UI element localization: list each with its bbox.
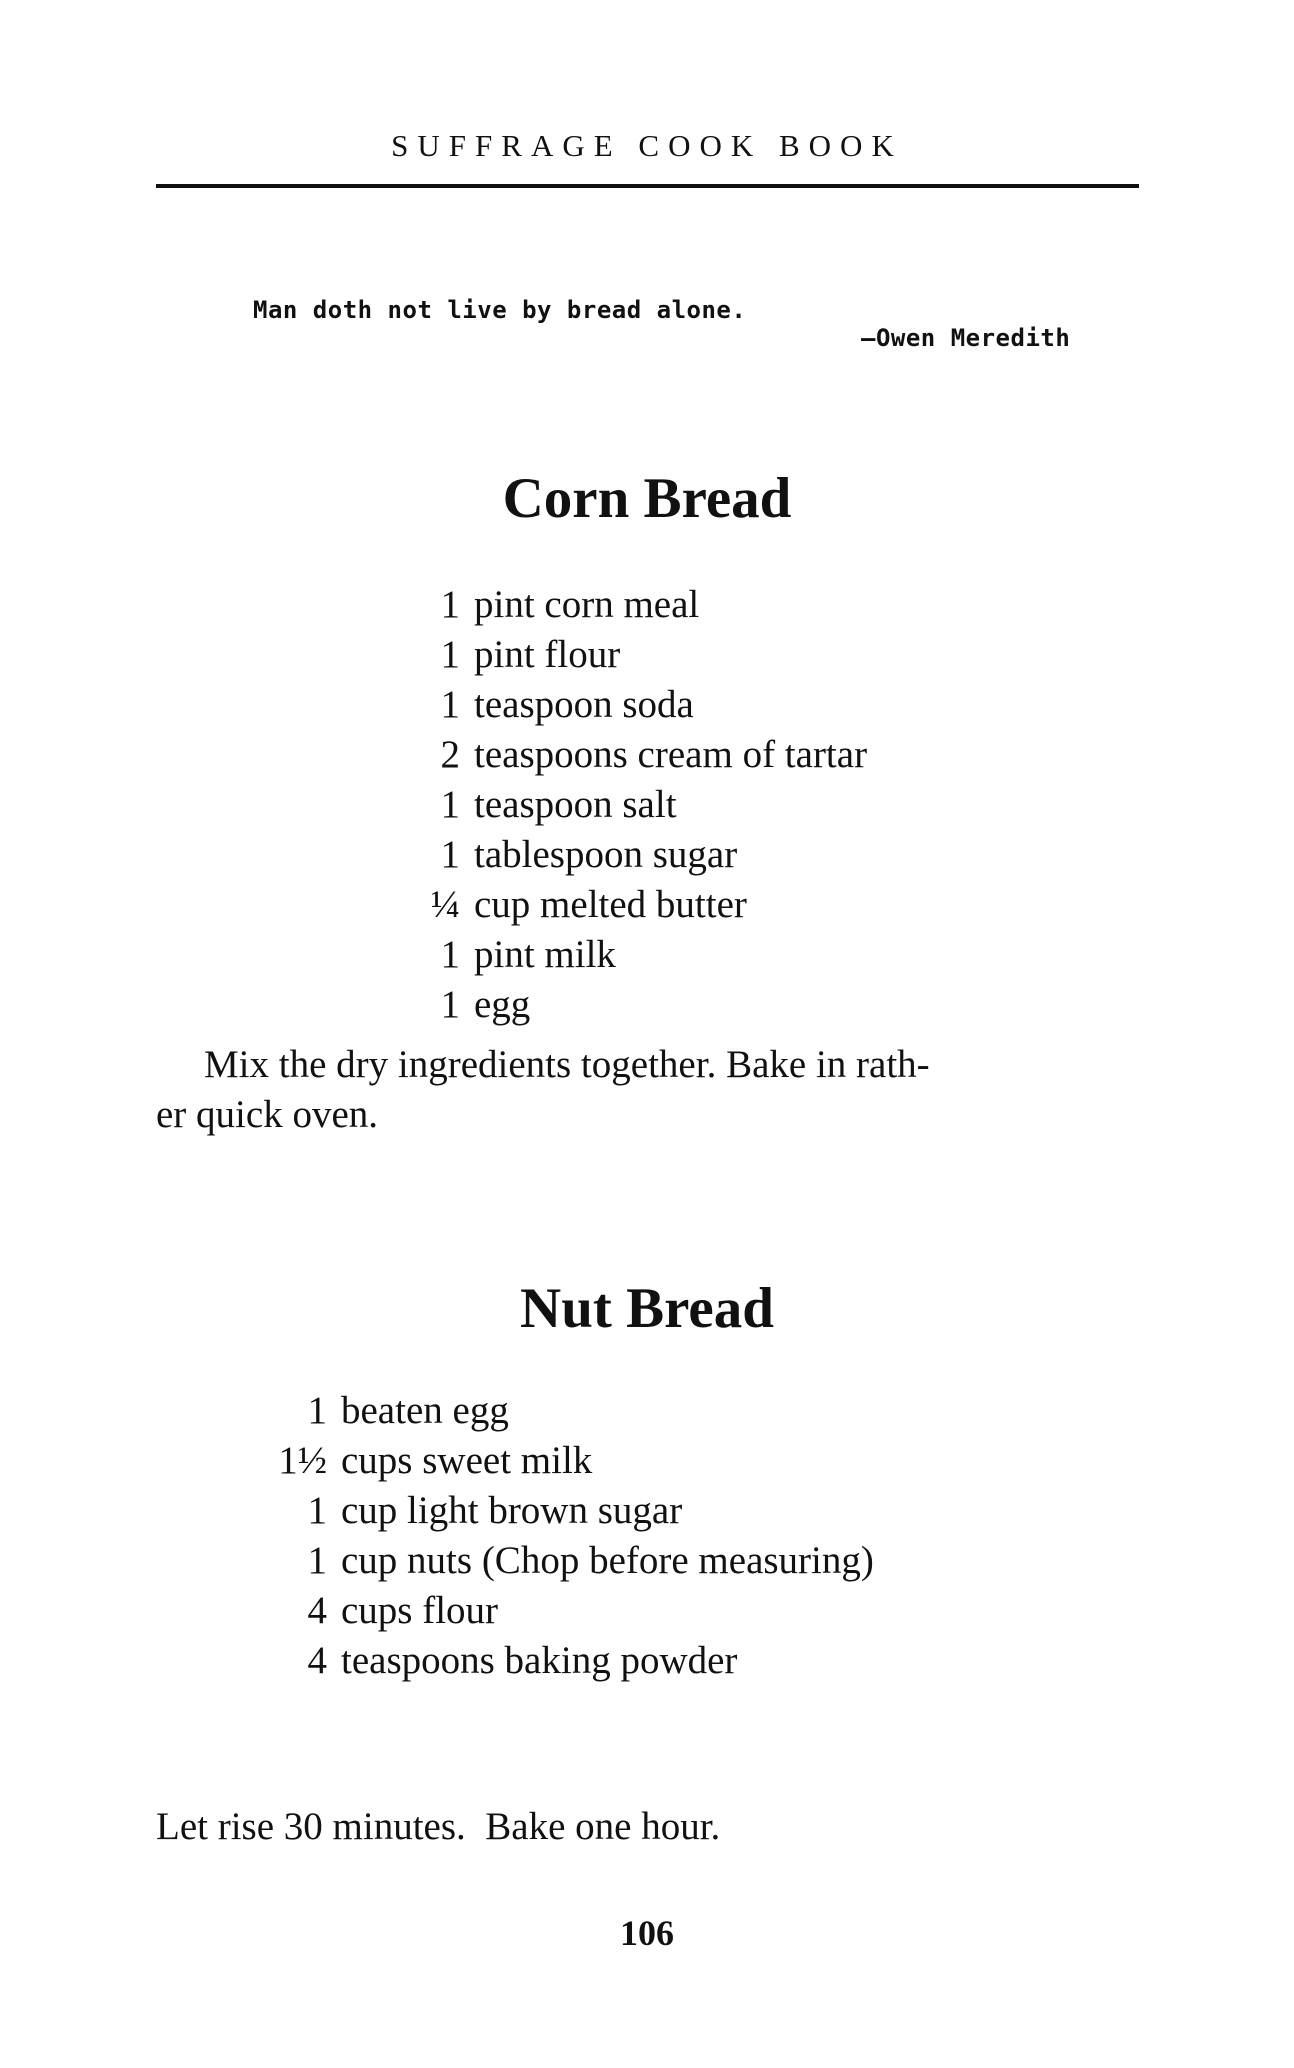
- ingredient-item: teaspoon soda: [474, 683, 694, 726]
- ingredient-item: teaspoon salt: [474, 783, 677, 826]
- ingredient-row: [404, 780, 867, 830]
- ingredient-quantity: 1: [307, 1389, 327, 1432]
- ingredient-row: [256, 1636, 874, 1686]
- page-number: 106: [620, 1913, 674, 1953]
- method-line: er quick oven.: [156, 1093, 379, 1136]
- ingredient-item: pint flour: [474, 633, 621, 676]
- ingredient-quantity: 1: [440, 683, 460, 726]
- ingredient-row: [404, 980, 867, 1030]
- ingredient-quantity: 1: [440, 783, 460, 826]
- ingredient-item: beaten egg: [341, 1389, 509, 1432]
- ingredient-row: [404, 930, 867, 980]
- ingredient-row: [256, 1586, 874, 1636]
- recipe-title-corn-bread: Corn Bread: [502, 467, 792, 530]
- method-nut-bread: [156, 1702, 720, 1902]
- ingredient-item: cups flour: [341, 1589, 499, 1632]
- ingredient-row: [404, 580, 867, 630]
- ingredient-item: teaspoons cream of tartar: [474, 733, 868, 776]
- ingredient-quantity: 4: [307, 1589, 327, 1632]
- method-line: Let rise 30 minutes. Bake one hour.: [156, 1805, 721, 1848]
- ingredient-quantity: 1: [440, 633, 460, 676]
- ingredient-quantity: ¼: [430, 883, 460, 926]
- ingredient-row: [404, 630, 867, 680]
- ingredient-row: [256, 1436, 874, 1486]
- ingredient-row: [404, 830, 867, 880]
- ingredient-row: [404, 730, 867, 780]
- ingredient-item: cup light brown sugar: [341, 1489, 683, 1532]
- ingredient-quantity: 1: [307, 1539, 327, 1582]
- ingredient-item: cup melted butter: [474, 883, 747, 926]
- ingredient-row: [256, 1536, 874, 1586]
- ingredient-row: [256, 1486, 874, 1536]
- recipe-title-nut-bread: Nut Bread: [520, 1277, 774, 1340]
- ingredient-quantity: 1: [440, 983, 460, 1026]
- ingredient-quantity: 1: [307, 1489, 327, 1532]
- ingredient-item: pint milk: [474, 933, 616, 976]
- method-line: Mix the dry ingredients together. Bake in rath-: [204, 1043, 930, 1086]
- ingredient-quantity: 1: [440, 583, 460, 626]
- ingredient-quantity: 1: [440, 933, 460, 976]
- epigraph-attribution: —Owen Meredith: [861, 324, 1071, 352]
- header-rule: [156, 184, 1139, 188]
- ingredient-row: [404, 880, 867, 930]
- ingredient-item: egg: [474, 983, 531, 1026]
- method-corn-bread: [156, 1040, 930, 1140]
- ingredient-item: cup nuts (Chop before measuring): [341, 1539, 874, 1582]
- ingredient-quantity: 4: [307, 1639, 327, 1682]
- ingredient-row: [404, 680, 867, 730]
- ingredient-quantity: 1½: [278, 1439, 327, 1482]
- epigraph-quote: Man doth not live by bread alone.: [253, 296, 747, 324]
- running-head: SUFFRAGE COOK BOOK: [391, 128, 903, 163]
- ingredient-item: cups sweet milk: [341, 1439, 593, 1482]
- ingredient-quantity: 2: [440, 733, 460, 776]
- ingredient-list-corn-bread: [404, 580, 867, 1030]
- ingredient-item: pint corn meal: [474, 583, 700, 626]
- ingredient-item: teaspoons baking powder: [341, 1639, 738, 1682]
- ingredient-item: tablespoon sugar: [474, 833, 738, 876]
- ingredient-list-nut-bread: [256, 1386, 874, 1686]
- ingredient-quantity: 1: [440, 833, 460, 876]
- ingredient-row: [256, 1386, 874, 1436]
